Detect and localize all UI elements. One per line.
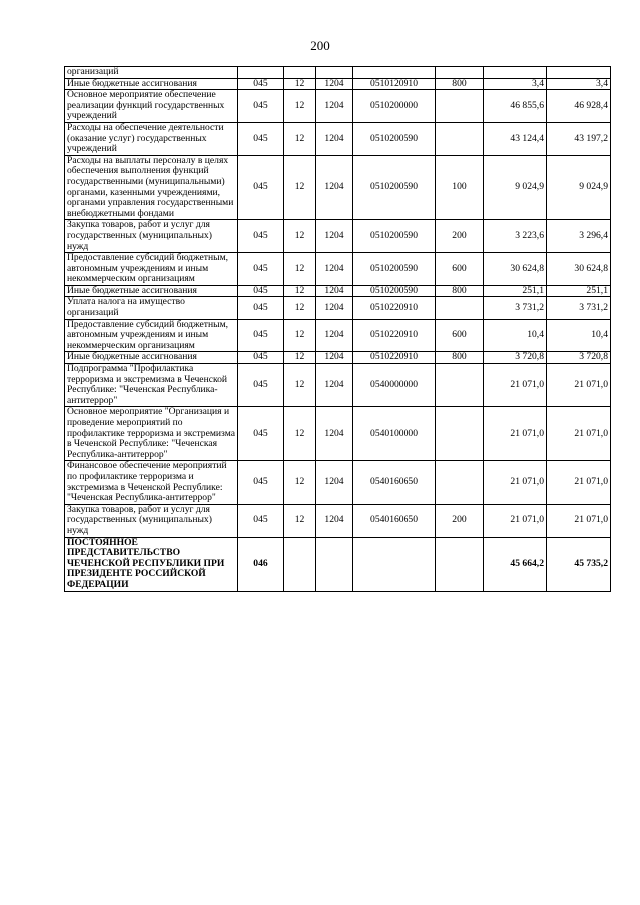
table-row xyxy=(65,297,611,319)
amount-year-1: 30 624,8 xyxy=(484,253,547,286)
subsection-code: 1204 xyxy=(316,364,353,407)
amount-year-2: 3 296,4 xyxy=(547,220,611,253)
subsection-code: 1204 xyxy=(316,122,353,155)
table-row xyxy=(65,319,611,352)
table-row xyxy=(65,285,611,297)
amount-year-1: 21 071,0 xyxy=(484,364,547,407)
amount-year-1: 9 024,9 xyxy=(484,155,547,220)
expense-type-code xyxy=(436,90,484,123)
expense-type-code xyxy=(436,407,484,461)
expense-type-code: 800 xyxy=(436,285,484,297)
amount-year-2: 3 731,2 xyxy=(547,297,611,319)
table-row xyxy=(65,78,611,90)
ved-code: 045 xyxy=(238,285,284,297)
row-name: Финансовое обеспечение мероприятий по профилактике терроризма и экстремизма в Чеченской Республике: "Чеченская Республика-антитеррор" xyxy=(65,461,238,504)
target-article-code xyxy=(353,537,436,591)
amount-year-2: 46 928,4 xyxy=(547,90,611,123)
amount-year-2: 30 624,8 xyxy=(547,253,611,286)
subsection-code: 1204 xyxy=(316,285,353,297)
subsection-code: 1204 xyxy=(316,155,353,220)
target-article-code: 0510200000 xyxy=(353,90,436,123)
amount-year-1: 45 664,2 xyxy=(484,537,547,591)
amount-year-2: 3 720,8 xyxy=(547,352,611,364)
section-code: 12 xyxy=(284,220,316,253)
target-article-code: 0510200590 xyxy=(353,253,436,286)
subsection-code: 1204 xyxy=(316,297,353,319)
subsection-code: 1204 xyxy=(316,461,353,504)
row-name: Предоставление субсидий бюджетным, автономным учреждениям и иным некоммерческим организациям xyxy=(65,319,238,352)
amount-year-1: 251,1 xyxy=(484,285,547,297)
amount-year-2: 10,4 xyxy=(547,319,611,352)
table-row xyxy=(65,407,611,461)
expense-type-code xyxy=(436,122,484,155)
target-article-code: 0510220910 xyxy=(353,352,436,364)
section-code: 12 xyxy=(284,285,316,297)
section-code: 12 xyxy=(284,319,316,352)
subsection-code: 1204 xyxy=(316,78,353,90)
ved-code: 045 xyxy=(238,297,284,319)
expense-type-code: 200 xyxy=(436,504,484,537)
table-row xyxy=(65,364,611,407)
row-name: Основное мероприятие "Организация и проведение мероприятий по профилактике терроризма и экстремизма в Чеченской Республике: "Чеченская Республика-антитеррор" xyxy=(65,407,238,461)
expense-type-code xyxy=(436,297,484,319)
amount-year-1: 21 071,0 xyxy=(484,407,547,461)
target-article-code: 0510200590 xyxy=(353,285,436,297)
target-article-code: 0510220910 xyxy=(353,319,436,352)
budget-table xyxy=(64,66,611,592)
ved-code: 045 xyxy=(238,78,284,90)
section-code: 12 xyxy=(284,364,316,407)
subsection-code: 1204 xyxy=(316,90,353,123)
section-code: 12 xyxy=(284,78,316,90)
ved-code: 045 xyxy=(238,253,284,286)
table-row xyxy=(65,352,611,364)
amount-year-2: 9 024,9 xyxy=(547,155,611,220)
ved-code: 045 xyxy=(238,352,284,364)
subsection-code: 1204 xyxy=(316,253,353,286)
section-code xyxy=(284,67,316,79)
subsection-code: 1204 xyxy=(316,352,353,364)
amount-year-2: 251,1 xyxy=(547,285,611,297)
row-name: Иные бюджетные ассигнования xyxy=(65,78,238,90)
ved-code: 045 xyxy=(238,504,284,537)
table-row xyxy=(65,90,611,123)
subsection-code xyxy=(316,67,353,79)
row-name: Иные бюджетные ассигнования xyxy=(65,352,238,364)
table-row xyxy=(65,220,611,253)
row-name: Расходы на выплаты персоналу в целях обеспечения выполнения функций государственными (муниципальными) органами, казенными учреждениями, органами управления государственными внебюджетными фондами xyxy=(65,155,238,220)
section-code xyxy=(284,537,316,591)
table-row xyxy=(65,504,611,537)
row-name: ПОСТОЯННОЕ ПРЕДСТАВИТЕЛЬСТВО ЧЕЧЕНСКОЙ РЕСПУБЛИКИ ПРИ ПРЕЗИДЕНТЕ РОССИЙСКОЙ ФЕДЕРАЦИИ xyxy=(65,537,238,591)
section-code: 12 xyxy=(284,155,316,220)
table-row xyxy=(65,67,611,79)
expense-type-code xyxy=(436,67,484,79)
section-code: 12 xyxy=(284,504,316,537)
target-article-code: 0540100000 xyxy=(353,407,436,461)
ved-code: 045 xyxy=(238,122,284,155)
section-code: 12 xyxy=(284,253,316,286)
amount-year-1: 43 124,4 xyxy=(484,122,547,155)
expense-type-code: 800 xyxy=(436,78,484,90)
section-code: 12 xyxy=(284,297,316,319)
section-code: 12 xyxy=(284,90,316,123)
expense-type-code: 600 xyxy=(436,253,484,286)
amount-year-2: 43 197,2 xyxy=(547,122,611,155)
expense-type-code xyxy=(436,461,484,504)
table-row xyxy=(65,537,611,591)
target-article-code: 0540160650 xyxy=(353,504,436,537)
amount-year-1 xyxy=(484,67,547,79)
row-name: Иные бюджетные ассигнования xyxy=(65,285,238,297)
amount-year-2 xyxy=(547,67,611,79)
subsection-code: 1204 xyxy=(316,319,353,352)
amount-year-1: 3,4 xyxy=(484,78,547,90)
ved-code: 045 xyxy=(238,407,284,461)
row-name: Подпрограмма "Профилактика терроризма и экстремизма в Чеченской Республике: "Чеченская Республика-антитеррор" xyxy=(65,364,238,407)
target-article-code: 0510200590 xyxy=(353,155,436,220)
table-row xyxy=(65,122,611,155)
ved-code: 045 xyxy=(238,155,284,220)
amount-year-2: 45 735,2 xyxy=(547,537,611,591)
subsection-code xyxy=(316,537,353,591)
target-article-code: 0540000000 xyxy=(353,364,436,407)
table-row xyxy=(65,253,611,286)
section-code: 12 xyxy=(284,352,316,364)
expense-type-code xyxy=(436,537,484,591)
ved-code: 045 xyxy=(238,220,284,253)
section-code: 12 xyxy=(284,461,316,504)
target-article-code: 0510200590 xyxy=(353,220,436,253)
row-name: Уплата налога на имущество организаций xyxy=(65,297,238,319)
table-row xyxy=(65,461,611,504)
target-article-code: 0540160650 xyxy=(353,461,436,504)
amount-year-2: 21 071,0 xyxy=(547,407,611,461)
amount-year-1: 21 071,0 xyxy=(484,461,547,504)
amount-year-1: 3 720,8 xyxy=(484,352,547,364)
ved-code: 045 xyxy=(238,319,284,352)
expense-type-code: 200 xyxy=(436,220,484,253)
ved-code: 045 xyxy=(238,461,284,504)
subsection-code: 1204 xyxy=(316,220,353,253)
amount-year-1: 46 855,6 xyxy=(484,90,547,123)
row-name: Закупка товаров, работ и услуг для государственных (муниципальных) нужд xyxy=(65,220,238,253)
row-name: Закупка товаров, работ и услуг для государственных (муниципальных) нужд xyxy=(65,504,238,537)
amount-year-2: 21 071,0 xyxy=(547,504,611,537)
amount-year-1: 21 071,0 xyxy=(484,504,547,537)
ved-code xyxy=(238,67,284,79)
amount-year-2: 21 071,0 xyxy=(547,364,611,407)
ved-code: 045 xyxy=(238,90,284,123)
row-name: организаций xyxy=(65,67,238,79)
target-article-code: 0510200590 xyxy=(353,122,436,155)
subsection-code: 1204 xyxy=(316,504,353,537)
target-article-code: 0510120910 xyxy=(353,78,436,90)
section-code: 12 xyxy=(284,407,316,461)
row-name: Основное мероприятие обеспечение реализации функций государственных учреждений xyxy=(65,90,238,123)
expense-type-code: 600 xyxy=(436,319,484,352)
section-code: 12 xyxy=(284,122,316,155)
amount-year-1: 3 223,6 xyxy=(484,220,547,253)
row-name: Расходы на обеспечение деятельности (оказание услуг) государственных учреждений xyxy=(65,122,238,155)
expense-type-code: 800 xyxy=(436,352,484,364)
amount-year-2: 21 071,0 xyxy=(547,461,611,504)
table-row xyxy=(65,155,611,220)
amount-year-2: 3,4 xyxy=(547,78,611,90)
amount-year-1: 3 731,2 xyxy=(484,297,547,319)
page-number: 200 xyxy=(310,38,330,53)
expense-type-code: 100 xyxy=(436,155,484,220)
target-article-code: 0510220910 xyxy=(353,297,436,319)
row-name: Предоставление субсидий бюджетным, автономным учреждениям и иным некоммерческим организациям xyxy=(65,253,238,286)
amount-year-1: 10,4 xyxy=(484,319,547,352)
ved-code: 045 xyxy=(238,364,284,407)
subsection-code: 1204 xyxy=(316,407,353,461)
ved-code: 046 xyxy=(238,537,284,591)
target-article-code xyxy=(353,67,436,79)
expense-type-code xyxy=(436,364,484,407)
